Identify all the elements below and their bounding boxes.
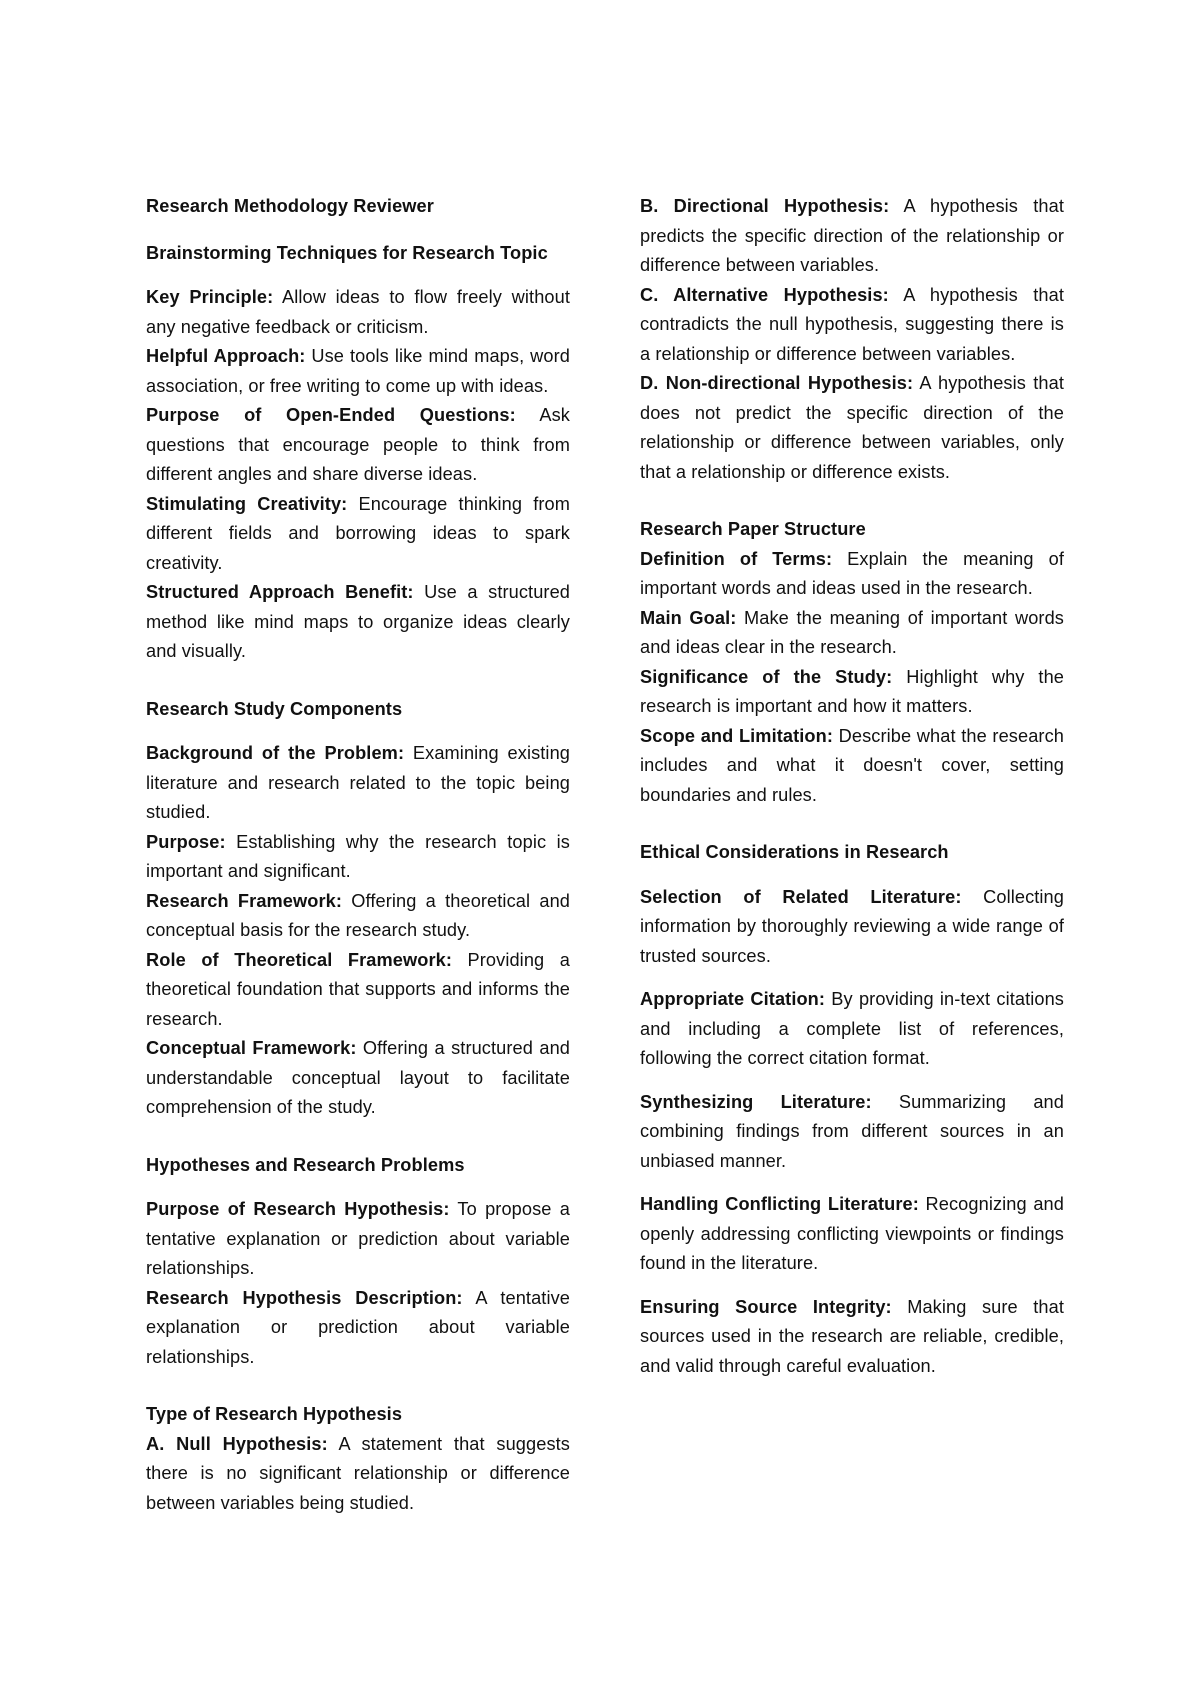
section-heading-types: Type of Research Hypothesis bbox=[146, 1404, 403, 1424]
term-text: By providing in-text citations and including a complete list of references, following the correct citation format. bbox=[640, 989, 1065, 1068]
term-label: Purpose of Research Hypothesis: bbox=[146, 1199, 450, 1219]
term-label: Key Principle: bbox=[146, 287, 274, 307]
term-entry bbox=[146, 739, 570, 828]
term-entry bbox=[146, 1430, 570, 1519]
term-label: Main Goal: bbox=[640, 607, 737, 628]
term-label: A. Null Hypothesis: bbox=[146, 1433, 328, 1454]
term-entry bbox=[640, 663, 1064, 722]
section-heading-structure: Research Paper Structure bbox=[640, 519, 866, 539]
term-text: Make the meaning of important words and ideas clear in the research. bbox=[640, 607, 1064, 657]
term-label: Research Hypothesis Description: bbox=[146, 1287, 463, 1308]
term-label: Synthesizing Literature: bbox=[640, 1091, 872, 1112]
term-text: Offering a theoretical and conceptual basis for the research study. bbox=[146, 890, 570, 940]
right-column bbox=[640, 192, 1064, 1381]
term-entry bbox=[146, 828, 570, 887]
term-entry bbox=[146, 1034, 570, 1123]
term-text: A hypothesis that predicts the specific direction of the relationship or difference between variables. bbox=[640, 196, 1064, 275]
term-text: A tentative explanation or prediction about variable relationships. bbox=[146, 1287, 570, 1367]
term-text: Allow ideas to flow freely without any negative feedback or criticism. bbox=[146, 287, 570, 337]
term-entry bbox=[146, 887, 570, 946]
term-entry bbox=[640, 192, 1064, 281]
term-text: Providing a theoretical foundation that supports and informs the research. bbox=[146, 949, 570, 1029]
term-label: Stimulating Creativity: bbox=[146, 493, 348, 514]
term-entry bbox=[640, 281, 1064, 370]
term-label: Background of the Problem: bbox=[146, 743, 405, 763]
term-entry bbox=[640, 1293, 1064, 1382]
term-text: Highlight why the research is important and how it matters. bbox=[640, 666, 1064, 716]
term-text: Offering a structured and understandable conceptual layout to facilitate comprehension of the study. bbox=[146, 1038, 570, 1117]
term-text: Making sure that sources used in the research are reliable, credible, and valid through careful evaluation. bbox=[640, 1296, 1064, 1376]
term-label: Appropriate Citation: bbox=[640, 989, 826, 1009]
term-text: Use a structured method like mind maps to organize ideas clearly and visually. bbox=[146, 582, 570, 661]
term-entry bbox=[640, 1088, 1064, 1177]
term-label: Purpose of Open-Ended Questions: bbox=[146, 405, 516, 425]
term-label: Significance of the Study: bbox=[640, 666, 893, 687]
term-entry bbox=[640, 985, 1064, 1074]
term-entry bbox=[640, 545, 1064, 604]
term-text: Encourage thinking from different fields and borrowing ideas to spark creativity. bbox=[146, 493, 570, 573]
term-label: Conceptual Framework: bbox=[146, 1038, 357, 1058]
term-label: Structured Approach Benefit: bbox=[146, 582, 414, 602]
section-heading-hypotheses: Hypotheses and Research Problems bbox=[146, 1154, 465, 1175]
term-entry bbox=[146, 342, 570, 401]
term-label: Purpose: bbox=[146, 831, 226, 852]
term-label: Scope and Limitation: bbox=[640, 725, 833, 746]
term-entry bbox=[146, 1195, 570, 1284]
term-entry bbox=[146, 578, 570, 667]
term-label: B. Directional Hypothesis: bbox=[640, 196, 890, 216]
section-heading-brainstorming: Brainstorming Techniques for Research Topic bbox=[146, 242, 548, 263]
term-entry bbox=[146, 946, 570, 1035]
term-entry bbox=[146, 490, 570, 579]
term-entry bbox=[640, 883, 1064, 972]
term-text: Establishing why the research topic is important and significant. bbox=[146, 831, 570, 881]
term-text: Use tools like mind maps, word association, or free writing to come up with ideas. bbox=[146, 346, 570, 396]
term-text: Summarizing and combining findings from different sources in an unbiased manner. bbox=[640, 1091, 1064, 1171]
term-text: A hypothesis that does not predict the specific direction of the relationship or difference between variables, only that a relationship or difference exists. bbox=[640, 373, 1064, 482]
term-label: Research Framework: bbox=[146, 890, 343, 911]
term-text: Collecting information by thoroughly reviewing a wide range of trusted sources. bbox=[640, 886, 1064, 966]
left-column bbox=[146, 192, 570, 1518]
term-text: Examining existing literature and research related to the topic being studied. bbox=[146, 743, 571, 822]
term-entry bbox=[640, 604, 1064, 663]
term-text: A hypothesis that contradicts the null hypothesis, suggesting there is a relationship or difference between variables. bbox=[640, 284, 1064, 364]
term-label: Selection of Related Literature: bbox=[640, 886, 962, 907]
document-title: Research Methodology Reviewer bbox=[146, 196, 434, 216]
term-text: Recognizing and openly addressing conflicting viewpoints or findings found in the literature. bbox=[640, 1194, 1064, 1273]
section-heading-ethics: Ethical Considerations in Research bbox=[640, 842, 949, 862]
term-label: C. Alternative Hypothesis: bbox=[640, 284, 889, 305]
term-label: Ensuring Source Integrity: bbox=[640, 1296, 892, 1317]
term-text: Describe what the research includes and what it doesn't cover, setting boundaries and rules. bbox=[640, 725, 1064, 805]
term-entry bbox=[146, 401, 570, 490]
term-label: Role of Theoretical Framework: bbox=[146, 949, 452, 970]
term-entry bbox=[640, 722, 1064, 811]
term-label: Helpful Approach: bbox=[146, 346, 306, 366]
term-label: D. Non-directional Hypothesis: bbox=[640, 373, 914, 393]
term-text: To propose a tentative explanation or prediction about variable relationships. bbox=[146, 1199, 570, 1278]
term-text: Ask questions that encourage people to think from different angles and share diverse ideas. bbox=[146, 405, 570, 484]
term-entry bbox=[146, 1284, 570, 1373]
term-text: A statement that suggests there is no significant relationship or difference between variables being studied. bbox=[146, 1433, 570, 1513]
term-entry bbox=[640, 1190, 1064, 1279]
term-label: Handling Conflicting Literature: bbox=[640, 1194, 919, 1214]
term-entry bbox=[640, 369, 1064, 487]
term-entry bbox=[146, 283, 570, 342]
term-text: Explain the meaning of important words and ideas used in the research. bbox=[640, 548, 1064, 598]
section-heading-components: Research Study Components bbox=[146, 698, 403, 719]
term-label: Definition of Terms: bbox=[640, 548, 833, 569]
